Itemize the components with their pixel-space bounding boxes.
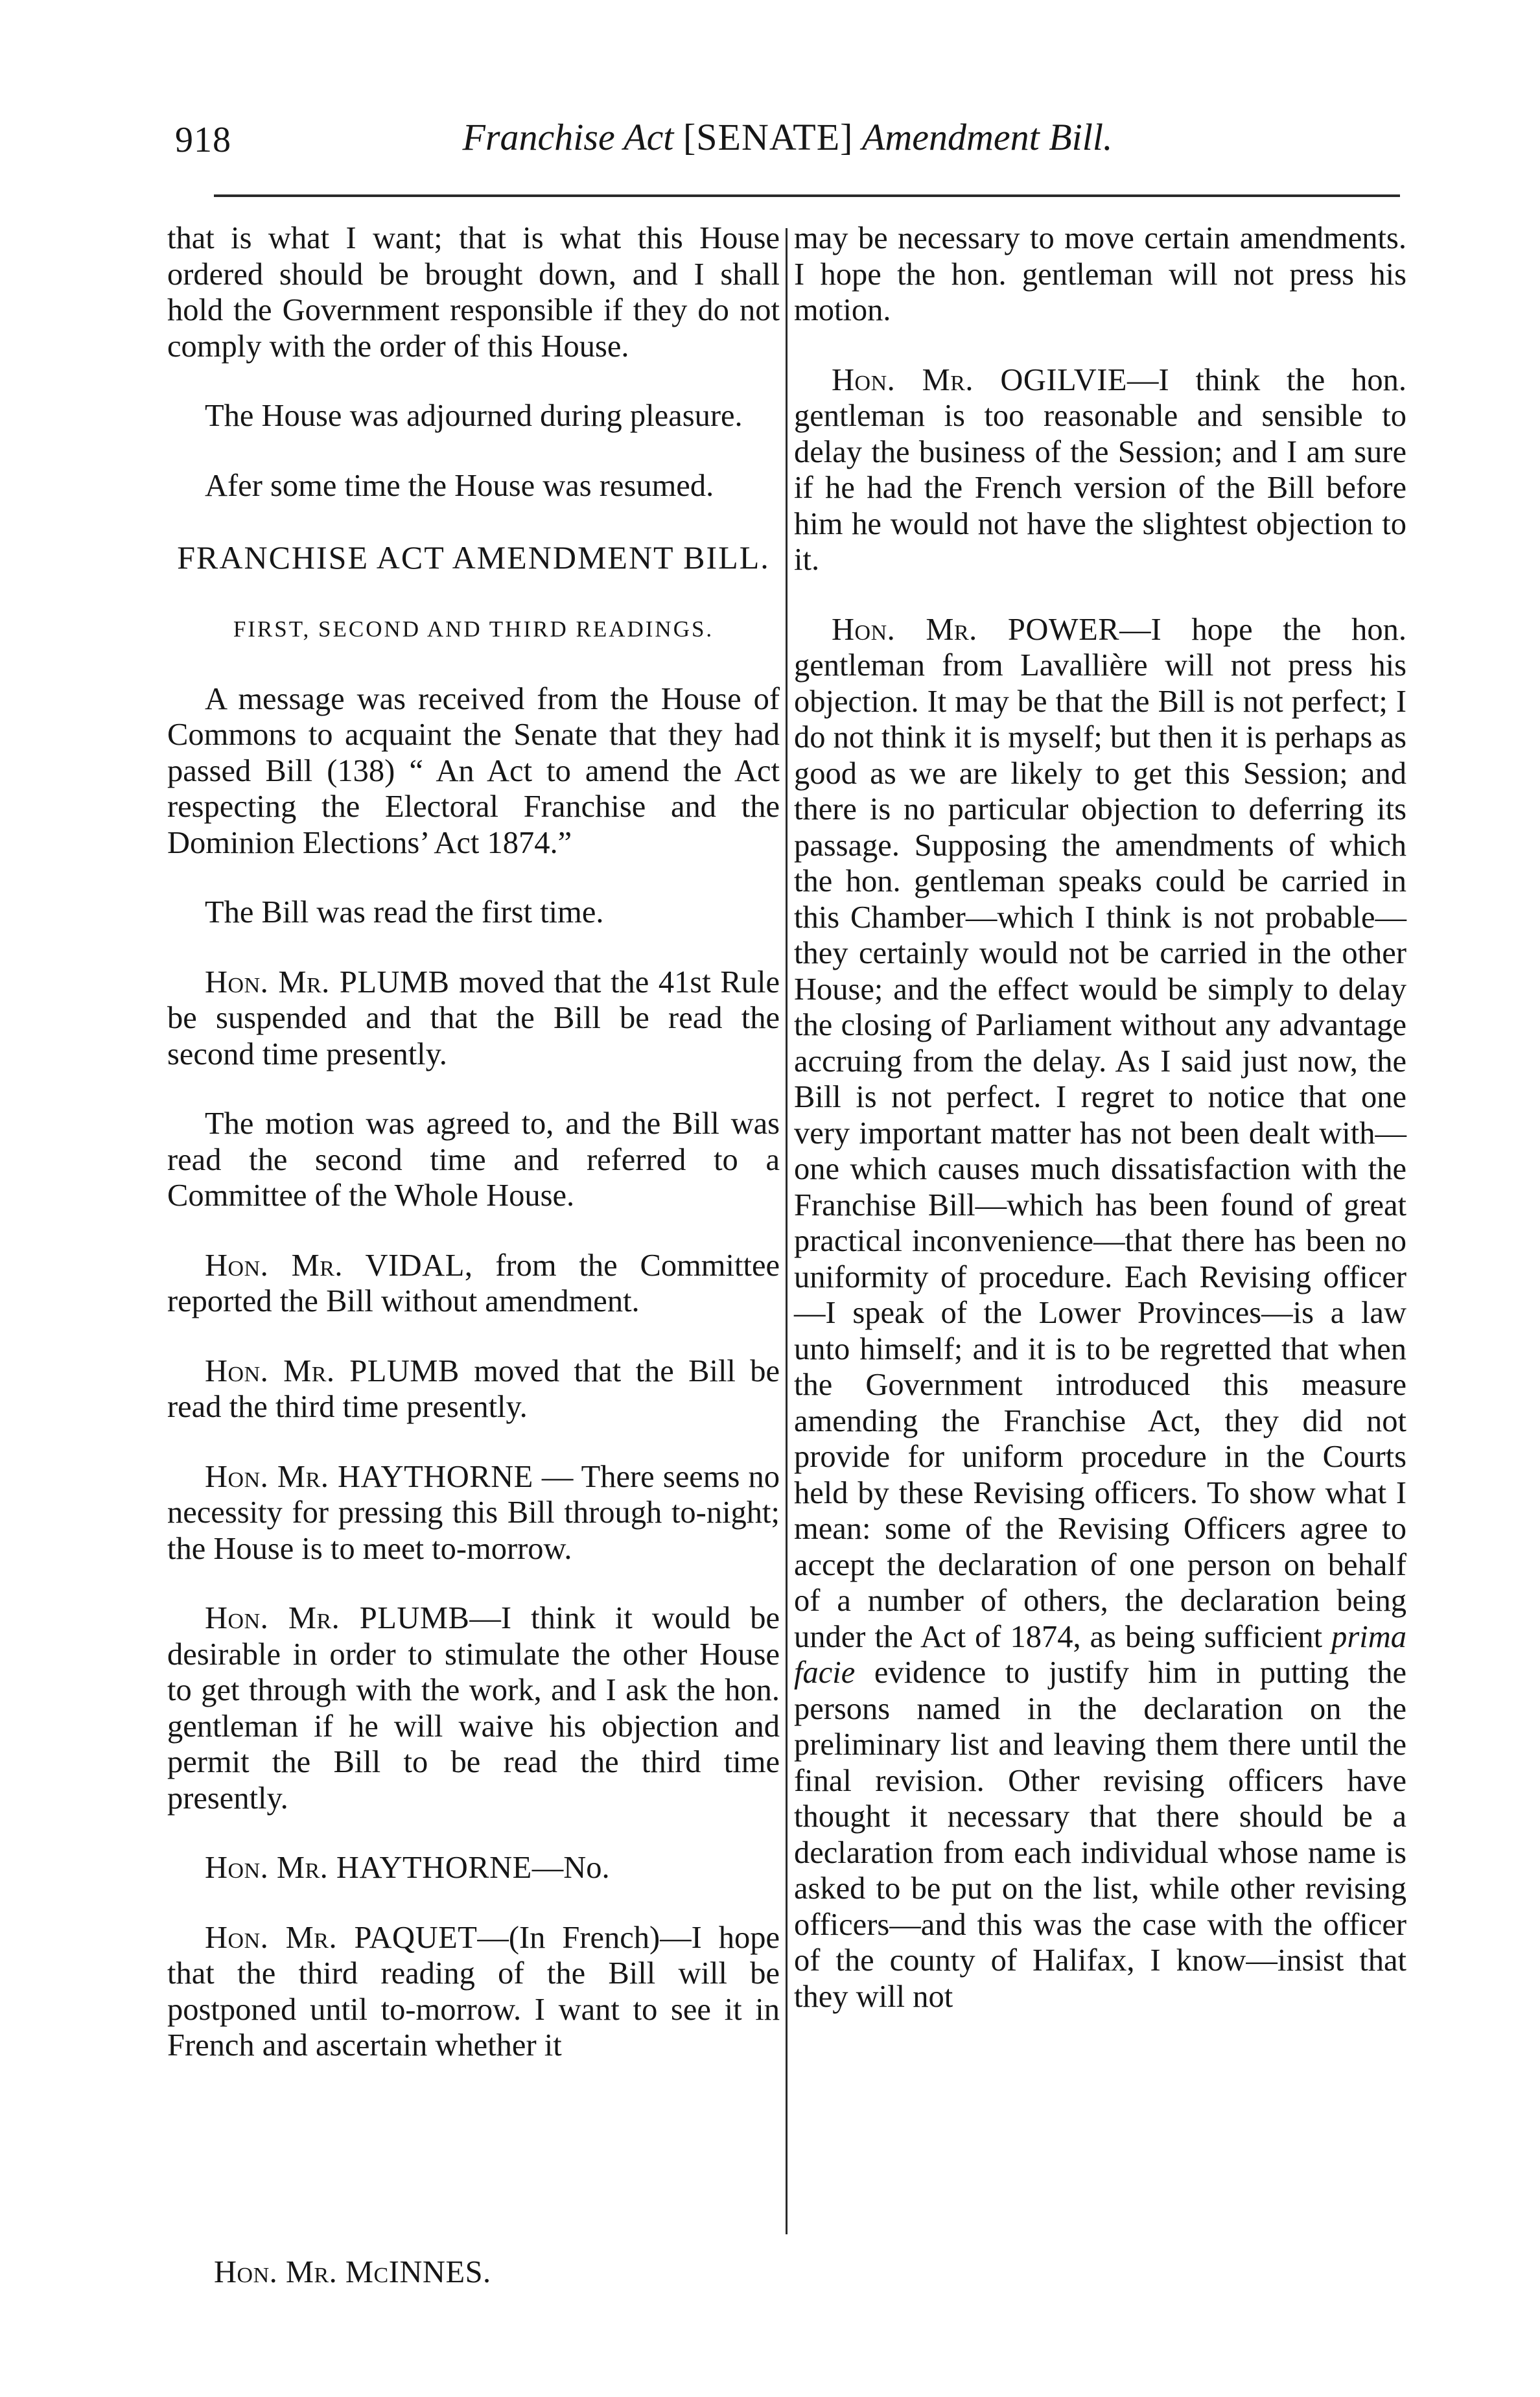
header-rule (214, 194, 1400, 197)
speech-paragraph (167, 1850, 780, 1886)
speech-text: —I think the hon. gentleman is too reasonable and sensible to delay the business of the Session; and I am sure if he had the French version of the Bill before him he would not have the slightest objection to it. (794, 362, 1406, 577)
running-title-part2: Amendment Bill. (861, 116, 1113, 158)
speech-text: from the Committee reported the Bill without amendment. (167, 1248, 780, 1318)
right-column (794, 220, 1406, 2015)
running-header (175, 97, 1400, 175)
paragraph: The motion was agreed to, and the Bill was read the second time and referred to a Committee of the Whole House. (167, 1106, 780, 1213)
section-heading: FRANCHISE ACT AMENDMENT BILL. (177, 539, 770, 576)
speech-paragraph (167, 1600, 780, 1816)
speaker-name: Hon. Mr. POWER (832, 612, 1120, 647)
speaker-name: Hon. Mr. HAYTHORNE (205, 1851, 532, 1885)
speech-text: moved that the Bill be read the third time presently. (167, 1353, 780, 1424)
running-title (175, 115, 1400, 159)
speech-text: moved that the 41st Rule be suspended and that the Bill be read the second time presently. (167, 965, 780, 1071)
speaker-name: Hon. Mr. PLUMB (205, 965, 450, 1000)
paragraph: Afer some time the House was resumed. (205, 468, 714, 503)
section-subheading: FIRST, SECOND AND THIRD READINGS. (233, 616, 714, 642)
speech-text: evidence to justify him in putting the persons named in the declaration on the preliminary list and leaving them there until the final revision. Other revising officers have thought it necessary that there should be a declaration from each individual whose name is asked to be put on the list, while other revising officers—and this was the case with the officer of the county of Halifax, I know—insist that they will not (794, 1655, 1406, 2014)
speech-paragraph (167, 1353, 780, 1425)
column-rule (786, 228, 788, 2234)
speech-paragraph (794, 612, 1406, 2015)
running-title-part1: Franchise Act (462, 116, 674, 158)
speech-paragraph (167, 1459, 780, 1567)
speech-text: — There seems no necessity for pressing this Bill through to-night; the House is to meet to-morrow. (167, 1459, 780, 1566)
speech-text: —I think it would be desirable in order to stimulate the other House to get through with the work, and I ask the hon. gentleman if he will waive his objection and permit the Bill to be read the third time presently. (167, 1601, 780, 1816)
speech-paragraph (794, 362, 1406, 578)
speech-paragraph (167, 965, 780, 1073)
speech-paragraph (167, 1248, 780, 1320)
speech-paragraph (167, 1920, 780, 2064)
italic-phrase: prima facie (794, 1619, 1406, 1690)
paragraph: The House was adjourned during pleasure. (205, 399, 743, 433)
speaker-name: Hon. Mr. OGILVIE (832, 362, 1128, 397)
paragraph: that is what I want; that is what this House ordered should be brought down, and I shall hold the Government responsible if they do not comply with the order of this House. (167, 221, 780, 364)
speech-text: —I hope the hon. gentleman from Lavallière will not press his objection. It may be that the Bill is not perfect; I do not think it is myself; but then it is perhaps as good as we are likely to get this Session; and there is no particular objection to deferring its passage. Supposing the amendments of which the hon. gentleman speaks could be carried in this Chamber—which I think is not probable—they certainly would not be carried in the other House; and the effect would be simply to delay the closing of Parliament without any advantage accruing from the delay. As I said just now, the Bill is not perfect. I regret to notice that one very important matter has not been dealt with—one which causes much dissatisfaction with the Franchise Bill—which has been found of great practical inconvenience—that there has been no uniformity of procedure. Each Revising officer—I speak of the Lower Provinces—is a law unto himself; and it is to be regretted that when the Government introduced this measure amending the Franchise Act, they did not provide for uniform procedure in the Courts held by these Revising officers. To show what I mean: some of the Revising Officers agree to accept the declaration of one person on behalf of a number of others, the declaration being under the Act of 1874, as being sufficient (794, 612, 1406, 1654)
paragraph: The Bill was read the first time. (205, 895, 604, 930)
speech-text: —No. (531, 1851, 610, 1885)
paragraph: may be necessary to move certain amendments. I hope the hon. gentleman will not press his motion. (794, 221, 1406, 327)
speaker-name: Hon. Mr. HAYTHORNE (205, 1459, 533, 1494)
page-number: 918 (175, 120, 231, 160)
paragraph: A message was received from the House of Commons to acquaint the Senate that they had passed Bill (138) “ An Act to amend the Act respecting the Electoral Franchise and the Dominion Elections’ Act 1874.” (167, 681, 780, 860)
speaker-name: Hon. Mr. VIDAL, (205, 1248, 473, 1283)
speaker-name: Hon. Mr. PAQUET (205, 1920, 478, 1955)
speech-text: —(In French)—I hope that the third reading of the Bill will be postponed until to-morrow. I want to see it in French and ascertain whether it (167, 1920, 780, 2063)
speaker-name: Hon. Mr. PLUMB (205, 1353, 460, 1388)
catchword: Hon. Mr. McINNES. (214, 2255, 491, 2289)
running-title-chamber: [SENATE] (682, 116, 854, 158)
speaker-name: Hon. Mr. PLUMB (205, 1601, 470, 1635)
left-column (167, 220, 780, 2064)
